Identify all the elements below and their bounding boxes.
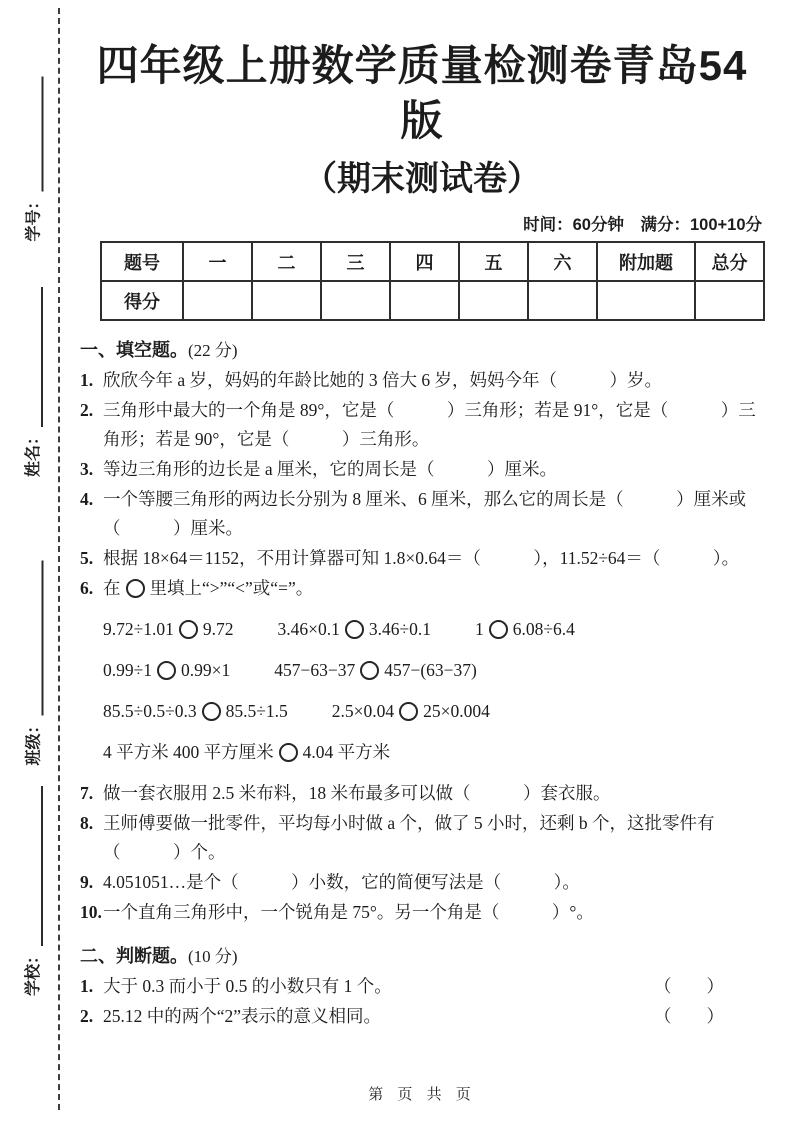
section-2-heading (80, 943, 764, 970)
comparison-row-2 (103, 656, 764, 685)
header-bonus: 附加题 (597, 242, 695, 281)
question-number: 2. (80, 1006, 94, 1026)
class-blank-line (23, 561, 44, 716)
question-number: 8. (80, 813, 94, 833)
question-text: 等边三角形的边长是 a 厘米，它的周长是（ ）厘米。 (103, 459, 558, 479)
question-text: 一个等腰三角形的两边长分别为 8 厘米、6 厘米，那么它的周长是（ ）厘米或（ ）厘米。 (103, 489, 747, 538)
question-text-prefix: 在 (103, 578, 121, 598)
class-label: 班级： (25, 717, 43, 766)
comparison-pair (103, 738, 390, 767)
score-cell (183, 281, 252, 320)
student-number-blank-line (23, 77, 44, 192)
question-text: 25.12 中的两个“2”表示的意义相同。 (103, 1006, 382, 1026)
question-text: 王师傅要做一批零件，平均每小时做 a 个，做了 5 小时，还剩 b 个，这批零件有（ ）个。 (103, 813, 715, 862)
comparison-left: 0.99÷1 (103, 660, 152, 680)
comparison-circle (179, 620, 198, 639)
question-number: 4. (80, 489, 94, 509)
dashed-cut-line (58, 8, 60, 1110)
question-number: 5. (80, 548, 94, 568)
answer-bracket: （ ） (654, 976, 724, 996)
comparison-right: 457−(63−37) (384, 660, 477, 680)
judge-question-1 (80, 972, 764, 1001)
comparison-pair (332, 697, 490, 726)
comparison-circle (360, 661, 379, 680)
comparison-pair (103, 615, 233, 644)
fill-question-9 (80, 868, 764, 897)
score-table-score-row (101, 281, 764, 320)
comparison-row-1 (103, 615, 764, 644)
comparison-right: 9.72 (202, 619, 234, 639)
comparison-right: 25×0.004 (423, 701, 490, 721)
fill-question-6 (80, 574, 764, 603)
section-2-title: 二、判断题。 (80, 946, 188, 966)
score-cell (390, 281, 459, 320)
section-2-score: (10 分) (188, 947, 238, 966)
comparison-left: 2.5×0.04 (331, 701, 395, 721)
comparison-row-4 (103, 738, 764, 767)
question-number: 3. (80, 459, 94, 479)
fill-question-5 (80, 544, 764, 573)
section-1-heading (80, 337, 764, 364)
comparison-right: 4.04 平方米 (302, 742, 391, 762)
sidebar-field-class (18, 561, 44, 766)
score-row-label: 得分 (101, 281, 183, 320)
fill-question-3 (80, 455, 764, 484)
question-text: 欣欣今年 a 岁，妈妈的年龄比她的 3 倍大 6 岁，妈妈今年（ ）岁。 (103, 370, 663, 390)
score-cell (252, 281, 321, 320)
comparison-circle (399, 702, 418, 721)
fill-question-1 (80, 366, 764, 395)
comparison-circle (279, 743, 298, 762)
comparison-circle (345, 620, 364, 639)
fill-question-8 (80, 809, 764, 867)
question-text: 一个直角三角形中，一个锐角是 75°。另一个角是（ ）°。 (103, 902, 594, 922)
comparison-rows (80, 615, 764, 767)
sidebar-field-student-number (18, 77, 44, 242)
comparison-right: 0.99×1 (180, 660, 231, 680)
comparison-pair (103, 656, 230, 685)
score-table (100, 241, 765, 321)
question-text: 大于 0.3 而小于 0.5 的小数只有 1 个。 (103, 976, 392, 996)
comparison-pair (475, 615, 575, 644)
comparison-circle (157, 661, 176, 680)
question-number: 1. (80, 370, 94, 390)
sidebar-field-school (17, 786, 43, 996)
header-section-4: 四 (390, 242, 459, 281)
header-total: 总分 (695, 242, 764, 281)
question-text: 三角形中最大的一个角是 89°，它是（ ）三角形；若是 91°，它是（ ）三角形；若是 90°，它是（ ）三角形。 (103, 400, 756, 449)
comparison-pair (274, 656, 477, 685)
score-table-header-row (101, 242, 764, 281)
question-text: 做一套衣服用 2.5 米布料，18 米布最多可以做（ ）套衣服。 (103, 783, 611, 803)
question-number: 6. (80, 578, 94, 598)
comparison-left: 3.46×0.1 (277, 619, 340, 639)
fill-question-4 (80, 485, 764, 543)
fill-question-2 (80, 396, 764, 454)
header-section-2: 二 (252, 242, 321, 281)
comparison-circle (126, 579, 145, 598)
question-number: 7. (80, 783, 94, 803)
footer-page-info: 第 页 共 页 (368, 1086, 476, 1103)
school-blank-line (22, 786, 43, 946)
score-cell (695, 281, 764, 320)
comparison-pair (277, 615, 430, 644)
header-section-5: 五 (459, 242, 528, 281)
comparison-right: 3.46÷0.1 (368, 619, 431, 639)
header-section-1: 一 (183, 242, 252, 281)
header-section-3: 三 (321, 242, 390, 281)
exam-time-score-info: 时间：60分钟 满分：100+10分 (523, 216, 762, 234)
name-blank-line (22, 287, 43, 427)
question-number: 2. (80, 400, 94, 420)
score-cell (459, 281, 528, 320)
comparison-row-3 (103, 697, 764, 726)
score-cell (321, 281, 390, 320)
comparison-left: 85.5÷0.5÷0.3 (103, 701, 197, 721)
question-number: 9. (80, 872, 94, 892)
name-label: 姓名： (25, 428, 42, 477)
question-text: 4.051051…是个（ ）小数，它的简便写法是（ ）。 (103, 872, 580, 892)
section-1-score: (22 分) (188, 341, 238, 360)
page-title: 四年级上册数学质量检测卷青岛54版 (96, 42, 748, 144)
question-number: 1. (80, 976, 94, 996)
comparison-left: 4 平方米 400 平方厘米 (103, 742, 274, 762)
comparison-right: 6.08÷6.4 (512, 619, 575, 639)
comparison-pair (103, 697, 288, 726)
question-text-suffix: 里填上“>”“<”或“=”。 (149, 578, 314, 598)
fill-question-10 (80, 898, 764, 927)
question-number: 10. (80, 902, 102, 922)
exam-paper (80, 28, 764, 1032)
header-question-number: 题号 (101, 242, 183, 281)
student-number-label: 学号： (25, 193, 43, 242)
judge-question-2 (80, 1002, 764, 1031)
comparison-left: 1 (474, 619, 484, 639)
sidebar-field-name (17, 287, 43, 477)
answer-bracket: （ ） (654, 1006, 724, 1026)
comparison-circle (202, 702, 221, 721)
score-cell (597, 281, 695, 320)
school-label: 学校： (25, 947, 42, 996)
header-section-6: 六 (528, 242, 597, 281)
comparison-right: 85.5÷1.5 (225, 701, 288, 721)
page-subtitle: （期末测试卷） (303, 160, 541, 198)
question-text: 根据 18×64＝1152，不用计算器可知 1.8×0.64＝（ ），11.52÷64＝（ ）。 (103, 548, 740, 568)
section-1-title: 一、填空题。 (80, 340, 188, 360)
comparison-left: 457−63−37 (274, 660, 356, 680)
score-cell (528, 281, 597, 320)
comparison-circle (489, 620, 508, 639)
fill-question-7 (80, 779, 764, 808)
comparison-left: 9.72÷1.01 (103, 619, 174, 639)
